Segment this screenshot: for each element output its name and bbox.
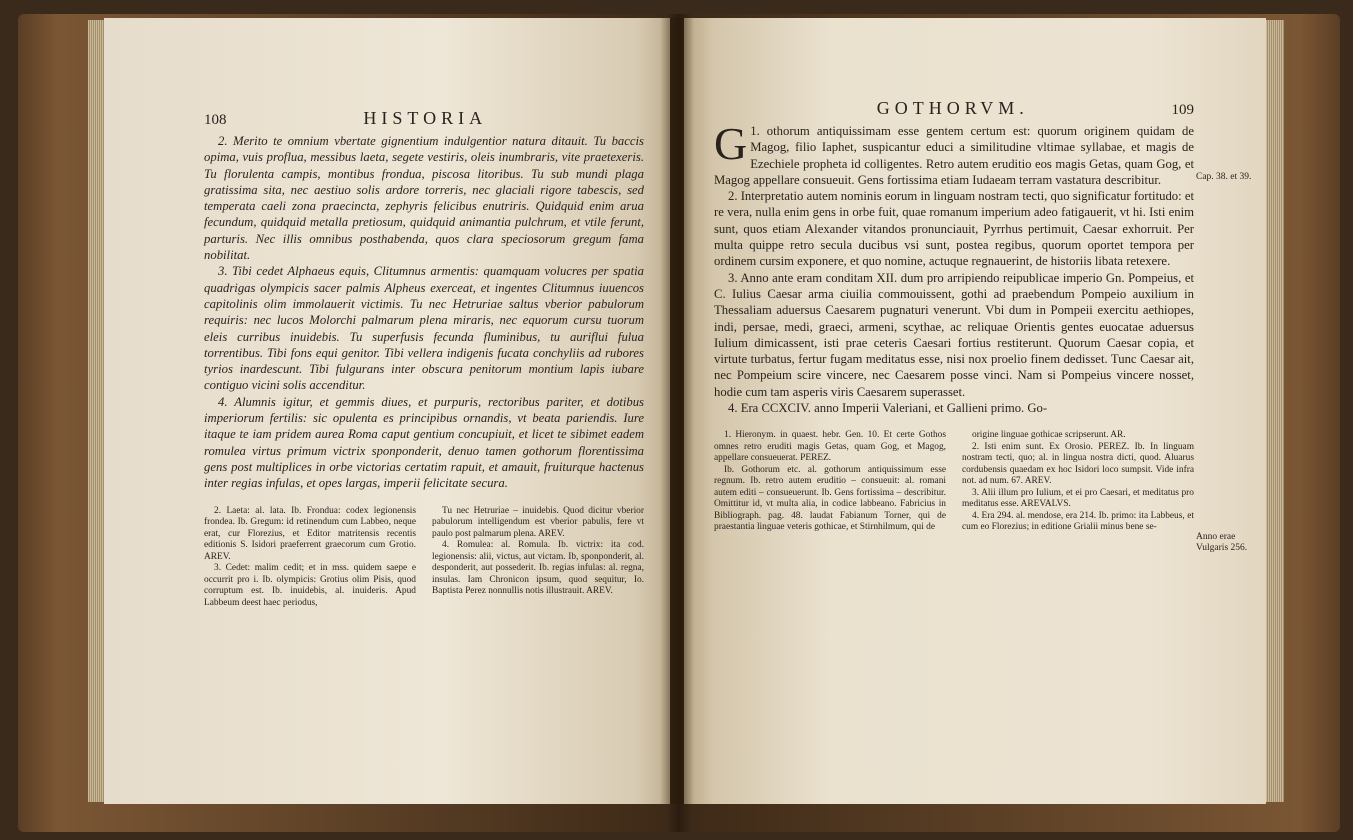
margin-note-chapter: Cap. 38. et 39. [1196, 172, 1252, 182]
footnote: 2. Isti enim sunt. Ex Orosio. PEREZ. Ib. In linguam nostram tecti, quo; al. in lingua nostra dicti, quod. Aluarus cordubensis quaedam ex hoc Isidori loco sumpsit. Vide infra not. ad num. 67. AREV. [962, 441, 1194, 487]
left-page-number: 108 [204, 112, 227, 128]
left-page-edges [88, 20, 104, 802]
footnote-column [962, 430, 1194, 534]
footnote: 3. Alii illum pro Iulium, et ei pro Caesari, et meditatus pro meditatus esse. AREVALVS. [962, 487, 1194, 510]
paragraph: 2. Merito te omnium vbertate gignentium indulgentior natura ditauit. Tu baccis opima, vuis proflua, messibus laeta, segete vestiris, oleis inumbraris, vite praetexeris. Tu florulenta campis, montibus frondua, piscosa litoribus. Tu sub mundi plaga gratissima sita, nec aestiuo solis ardore torreris, nec glaciali rigore tabescis, sed temperata caeli zona praecincta, zephyris felicibus enutriris. Quidquid enim arua fecundum, quidquid metalla pretiosum, quidquid animantia pulchrum, et vtile ferunt, parturis. Nec illis omnibus posthabenda, quos clara speciosorum gregum fama nobilitat. [204, 134, 644, 263]
right-page [684, 18, 1266, 804]
paragraph: 3. Anno ante eram conditam XII. dum pro arripiendo reipublicae imperio Gn. Pompeius, et C. Iulius Caesar arma ciuilia commouissent, gothi ad praebendum Pompeio auxilium in Thessaliam aduersus Caesarem pugnaturi venerunt. Vbi dum in Pompeii exercitu aethiopes, indi, persae, medi, graeci, armeni, scythae, ac reliquae Orientis gentes euocatae aduersus Iulium dimicassent, isti prae ceteris Caesari fortius restiterunt. Quorum Caesar copia, et virtute turbatus, fertur fugam meditatus esse, nisi nox proelio finem dedisset. Tunc Caesar ait, nec Pompeium scire vincere, nec Caesarem posse vinci. Nam si Pompeius vincere nosset, hodie cum tam asperis viris Caesarem superasset. [714, 270, 1194, 399]
right-page-number: 109 [1171, 102, 1194, 118]
left-footnotes [204, 506, 644, 610]
paragraph-with-dropcap [714, 118, 1194, 188]
left-page-content [204, 108, 644, 609]
left-running-head [204, 108, 644, 129]
paragraph-text: 1. othorum antiquissimam esse gentem certum est: quorum originem quidam de Magog, filio Iaphet, suspicantur educi a similitudine vltimae syllabae, et magis de Ezechiele propheta id colligentes. Retro autem eruditio eos magis Getas, quam Gog, et Magog appellare consueuit. Gens fortissima etiam Iudaeam terram vastatura describitur. [714, 124, 1194, 187]
paragraph: 4. Era CCXCIV. anno Imperii Valeriani, et Gallieni primo. Go- [728, 401, 1048, 416]
footnote-column [714, 430, 946, 534]
drop-cap: G [714, 118, 748, 169]
left-main-text [204, 133, 644, 492]
paragraph: 2. Interpretatio autem nominis eorum in linguam nostram tecti, quo significatur fortitudo: et re vera, nulla enim gens in orbe fuit, quae romanum imperium adeo fatigauerit, vt hi. Isti enim sunt, quos etiam Alexander vitandos pronunciauit, Pyrrhus pertimuit, Caesar exhorruit. Per multa quippe retro secula ducibus vsi sunt, postea regibus, quorum oportet tempora per ordinem cursim exponere, et quo nomine, actuque regnauerint, de historiis libata retexere. [714, 189, 1194, 269]
left-page [104, 18, 670, 804]
left-running-title: HISTORIA [363, 108, 488, 128]
footnote: 4. Era 294. al. mendose, era 214. Ib. primo: ita Labbeus, et cum eo Florezius; in editione Grialii minus bene se- [962, 510, 1194, 533]
right-running-title: GOTHORVM. [876, 98, 1029, 118]
footnote-column [204, 506, 416, 610]
paragraph: 4. Alumnis igitur, et gemmis diues, et purpuris, rectoribus pariter, et dotibus imperiorum fertilis: sic opulenta es principibus ornandis, vt beata pariendis. Iure itaque te iam pridem aurea Roma caput gentium concupiuit, et licet te sibimet eadem romulea virtus primum victrix sponponderit, denuo tamen gothorum florentissima gens post multiplices in orbe victorias certatim rapuit, et amauit, fruiturque hactenus inter regias infulas, et opes largas, imperii felicitate secura. [204, 394, 644, 491]
footnote: 3. Cedet: malim cedit; et in mss. quidem saepe e occurrit pro i. Ib. olympicis: Grotius olim Pisis, quod corruptum est. Ib. inuidebis, al. inuideris. Apud Labbeum deest haec periodus, [204, 563, 416, 608]
footnote: origine linguae gothicae scripserunt. AR. [972, 430, 1126, 441]
right-main-text [714, 118, 1194, 416]
footnote-column [432, 506, 644, 610]
right-footnotes [714, 430, 1194, 534]
footnote: 2. Laeta: al. lata. Ib. Frondua: codex legionensis frondea. Ib. Gregum: id retinendum cum Labbeo, neque erat, cur Florezius, et Editor matritensis recentis editionis S. Isidori praeferrent graecorum cum Grotio. AREV. [204, 505, 416, 562]
right-running-head [714, 98, 1194, 119]
paragraph: 3. Tibi cedet Alphaeus equis, Clitumnus armentis: quamquam volucres per spatia quadrigas olympicis sacer palmis Alpheus exerceat, et ingentes Clitumnus iuuencos capitolinis olim immolauerit victimis. Tu nec Hetruriae saltus vberior pabulorum requiris: nec lucos Molorchi palmarum plena miraris, nec equorum cursu tuorum eleis curribus inuidebis. Tu superfusis fecunda fluminibus, tu auriflui fulua torrentibus. Tibi fons equi genitor. Tibi vellera indigenis fucata conchyliis ad rubores tyrios inardescunt. Tibi fulgurans inter obscura penitorum montium lapis iubare contiguo vicini solis accenditur. [204, 264, 644, 393]
footnote: 4. Romulea: al. Romula. Ib. victrix: ita cod. legionensis: alii, victus, aut victam. Ib, sponponderit, al. desponderit, aut possederit. Ib. regias infulas: al. regna, insulas. Iam Chronicon ipsum, quod sequitur, Io. Baptista Perez nonnullis notis illustrauit. AREV. [432, 540, 644, 597]
right-page-content [714, 98, 1194, 534]
footnote: 1. Hieronym. in quaest. hebr. Gen. 10. Et certe Gothos omnes retro eruditi magis Getas, quam Gog, et Magog, appellare consueuerat. PEREZ. [714, 430, 946, 464]
footnote: Ib. Gothorum etc. al. gothorum antiquissimum esse regnum. Ib. retro autem eruditio – consueuit: al. romani autem editi – consueuerunt. Ib. Gens fortissima – describitur. Omittitur id, vt multa alia, in codice labbeano. Fabricius in Bibliograph. pag. 48. laudat Fabianum Torner, qui de praestantia linguae veteris gothicae, et Stirnhilmum, qui de [714, 464, 946, 533]
book-gutter [660, 18, 694, 804]
right-page-edges [1266, 20, 1284, 802]
margin-note-year: Anno erae Vulgaris 256. [1196, 532, 1248, 553]
footnote: Tu nec Hetruriae – inuidebis. Quod dicitur vberior pabulorum intelligendum est vberior pabulis, fere vt paulo post palmarum plena. AREV. [432, 505, 644, 539]
